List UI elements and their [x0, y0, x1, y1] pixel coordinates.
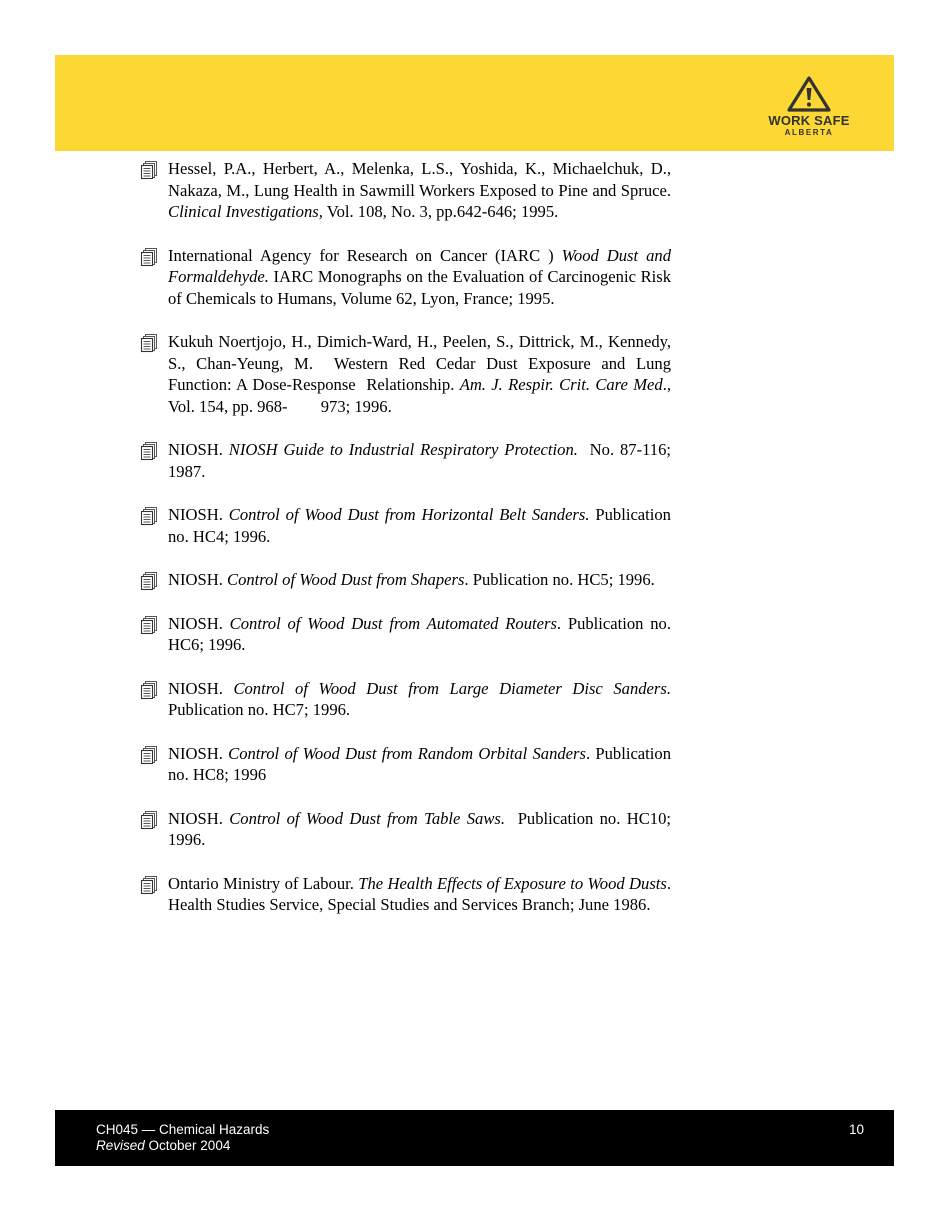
reference-text — [168, 159, 675, 221]
reference-item — [140, 569, 671, 591]
reference-segment: Publication no. HC4; 1996. — [168, 505, 676, 546]
reference-segment: NIOSH. — [168, 570, 228, 589]
document-icon — [140, 615, 160, 635]
footer-left — [96, 1122, 269, 1154]
reference-title: Control of Wood Dust from Shapers — [227, 570, 465, 589]
document-icon — [140, 247, 160, 267]
reference-title: The Health Effects of Exposure to Wood Dusts — [358, 873, 667, 893]
footer-revised-date: October 2004 — [144, 1138, 231, 1153]
reference-title: NIOSH Guide to Industrial Respiratory Protection. — [228, 440, 578, 459]
reference-segment: NIOSH. — [168, 678, 234, 698]
reference-text — [168, 570, 655, 589]
footer-revision — [96, 1138, 269, 1154]
footer-revised-label: Revised — [96, 1138, 145, 1153]
reference-text — [168, 679, 679, 720]
reference-item — [140, 873, 676, 916]
document-icon — [140, 160, 160, 180]
reference-title: Am. J. Respir. Crit. Care Med — [459, 375, 663, 394]
reference-segment: . Publication no. HC6; 1996. — [168, 613, 676, 654]
reference-segment: International Agency for Research on Cancer (IARC ) — [168, 245, 562, 265]
reference-item — [140, 158, 676, 223]
logo-subtitle: ALBERTA — [784, 128, 834, 137]
footer-band — [55, 1110, 894, 1166]
reference-text — [168, 614, 675, 655]
reference-segment: IARC Monographs on the Evaluation of Carcinogenic Risk of Chemicals to Humans, Volume 62, Lyon, France; 1995. — [168, 267, 676, 308]
page-number: 10 — [848, 1122, 864, 1137]
reference-item — [140, 808, 676, 851]
reference-item — [140, 245, 676, 310]
document-icon — [140, 506, 160, 526]
reference-segment: NIOSH. — [168, 613, 230, 633]
reference-segment: . Publication no. HC5; 1996. — [464, 570, 655, 589]
reference-title: Control of Wood Dust from Large Diameter Disc Sanders. — [233, 678, 671, 698]
reference-title: Wood Dust and Formaldehyde. — [168, 245, 676, 286]
reference-segment: Publication no. HC7; 1996. — [168, 678, 680, 719]
reference-segment: ., Vol. 154, pp. 968- 973; 1996. — [168, 375, 675, 416]
reference-item — [140, 504, 676, 547]
reference-text — [168, 246, 675, 308]
reference-text — [168, 440, 675, 481]
document-icon — [140, 875, 160, 895]
document-icon — [140, 680, 160, 700]
reference-segment: NIOSH. — [168, 808, 230, 828]
document-icon — [140, 745, 160, 765]
reference-segment: Publication no. HC10; 1996. — [168, 808, 676, 849]
reference-title: Control of Wood Dust from Random Orbital Sanders — [228, 743, 586, 763]
reference-text — [168, 505, 675, 546]
reference-segment: Kukuh Noertjojo, H., Dimich-Ward, H., Peelen, S., Dittrick, M., Kennedy, S., Chan-Yeung, M. Western Red Cedar Dust Exposure and Lung Function: A Dose-Response Relationship. — [168, 332, 676, 394]
reference-segment: . Health Studies Service, Special Studies and Services Branch; June 1986. — [168, 873, 676, 914]
logo-title: WORK SAFE — [768, 113, 850, 128]
footer-doc-code: CH045 — Chemical Hazards — [96, 1122, 270, 1137]
reference-item — [140, 678, 680, 721]
reference-text — [168, 809, 675, 850]
reference-text — [168, 744, 675, 785]
header-band — [55, 55, 894, 151]
reference-title: Clinical Investigations, — [168, 202, 323, 221]
document-icon — [140, 571, 160, 591]
reference-text — [168, 332, 675, 416]
reference-title: Control of Wood Dust from Automated Routers — [229, 613, 557, 633]
reference-item — [140, 743, 676, 786]
reference-text — [168, 874, 675, 915]
warning-triangle-icon — [786, 75, 832, 113]
reference-item — [140, 439, 676, 482]
reference-title: Control of Wood Dust from Horizontal Belt Sanders. — [228, 505, 590, 524]
reference-item — [140, 331, 676, 417]
reference-segment: No. 87-116; 1987. — [168, 440, 676, 481]
reference-segment: Ontario Ministry of Labour. — [168, 873, 359, 893]
reference-segment: Vol. 108, No. 3, pp.642-646; 1995. — [322, 202, 559, 221]
reference-segment: NIOSH. — [168, 440, 229, 459]
reference-segment: Hessel, P.A., Herbert, A., Melenka, L.S., Yoshida, K., Michaelchuk, D., Nakaza, M., Lung Health in Sawmill Workers Exposed to Pine and Spruce. — [168, 159, 676, 200]
reference-list — [140, 158, 680, 916]
reference-segment: NIOSH. — [168, 505, 229, 524]
reference-segment: . Publication no. HC8; 1996 — [168, 743, 676, 784]
reference-segment: NIOSH. — [168, 743, 229, 763]
document-icon — [140, 441, 160, 461]
reference-title: Control of Wood Dust from Table Saws. — [229, 808, 506, 828]
document-icon — [140, 333, 160, 353]
document-icon — [140, 810, 160, 830]
reference-item — [140, 613, 676, 656]
work-safe-alberta-logo — [764, 75, 854, 137]
